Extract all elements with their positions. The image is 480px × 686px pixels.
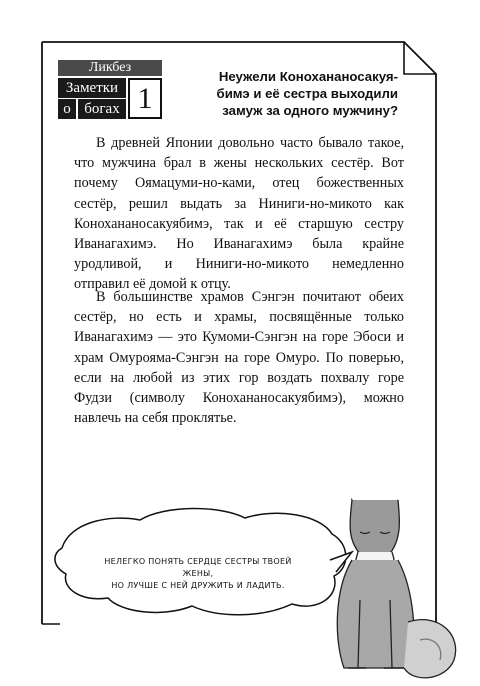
speech-text bbox=[88, 556, 308, 592]
article-title: Неужели Конохананосакуя-бимэ и её сестра выходили замуж за одного мужчину? bbox=[216, 69, 398, 118]
section-tag: Ликбез bbox=[58, 60, 162, 76]
chapter-number: 1 bbox=[128, 78, 162, 119]
paragraph-1: В древней Японии довольно часто бывало такое, что мужчина брал в жены нескольких сестёр. Вот почему Оямацуми-но-ками, отец божественных сестёр, решил выдать за Ниниги-но-микото как Конохананосакуябимэ, так и её старшую сестру Иванагахимэ. Но Иванагахимэ была крайне уродливой, и Ниниги-но-микото немедленно отправил её домой к отцу. bbox=[74, 135, 404, 293]
paragraph-2: В большинстве храмов Сэнгэн почитают обеих сестёр, но есть и храмы, посвящённые только Иванагахимэ — это Кумоми-Сэнгэн на горе Эбоси и храм Омурояма-Сэнгэн на горе Омуро. По поверью, если на любой из этих гор воздать похвалу горе Фудзи (символу Конохананосакуябимэ), можно навлечь на себя проклятье. bbox=[74, 289, 404, 427]
gods-preposition: о bbox=[58, 99, 76, 119]
gods-word: богах bbox=[78, 99, 126, 119]
fox-illustration bbox=[337, 500, 455, 678]
notes-label: Заметки bbox=[58, 78, 126, 98]
speech-line-2: НО ЛУЧШЕ С НЕЙ ДРУЖИТЬ И ЛАДИТЬ. bbox=[111, 581, 285, 590]
speech-line-1: НЕЛЕГКО ПОНЯТЬ СЕРДЦЕ СЕСТРЫ ТВОЕЙ ЖЕНЫ, bbox=[104, 557, 292, 578]
gods-label bbox=[58, 99, 126, 119]
